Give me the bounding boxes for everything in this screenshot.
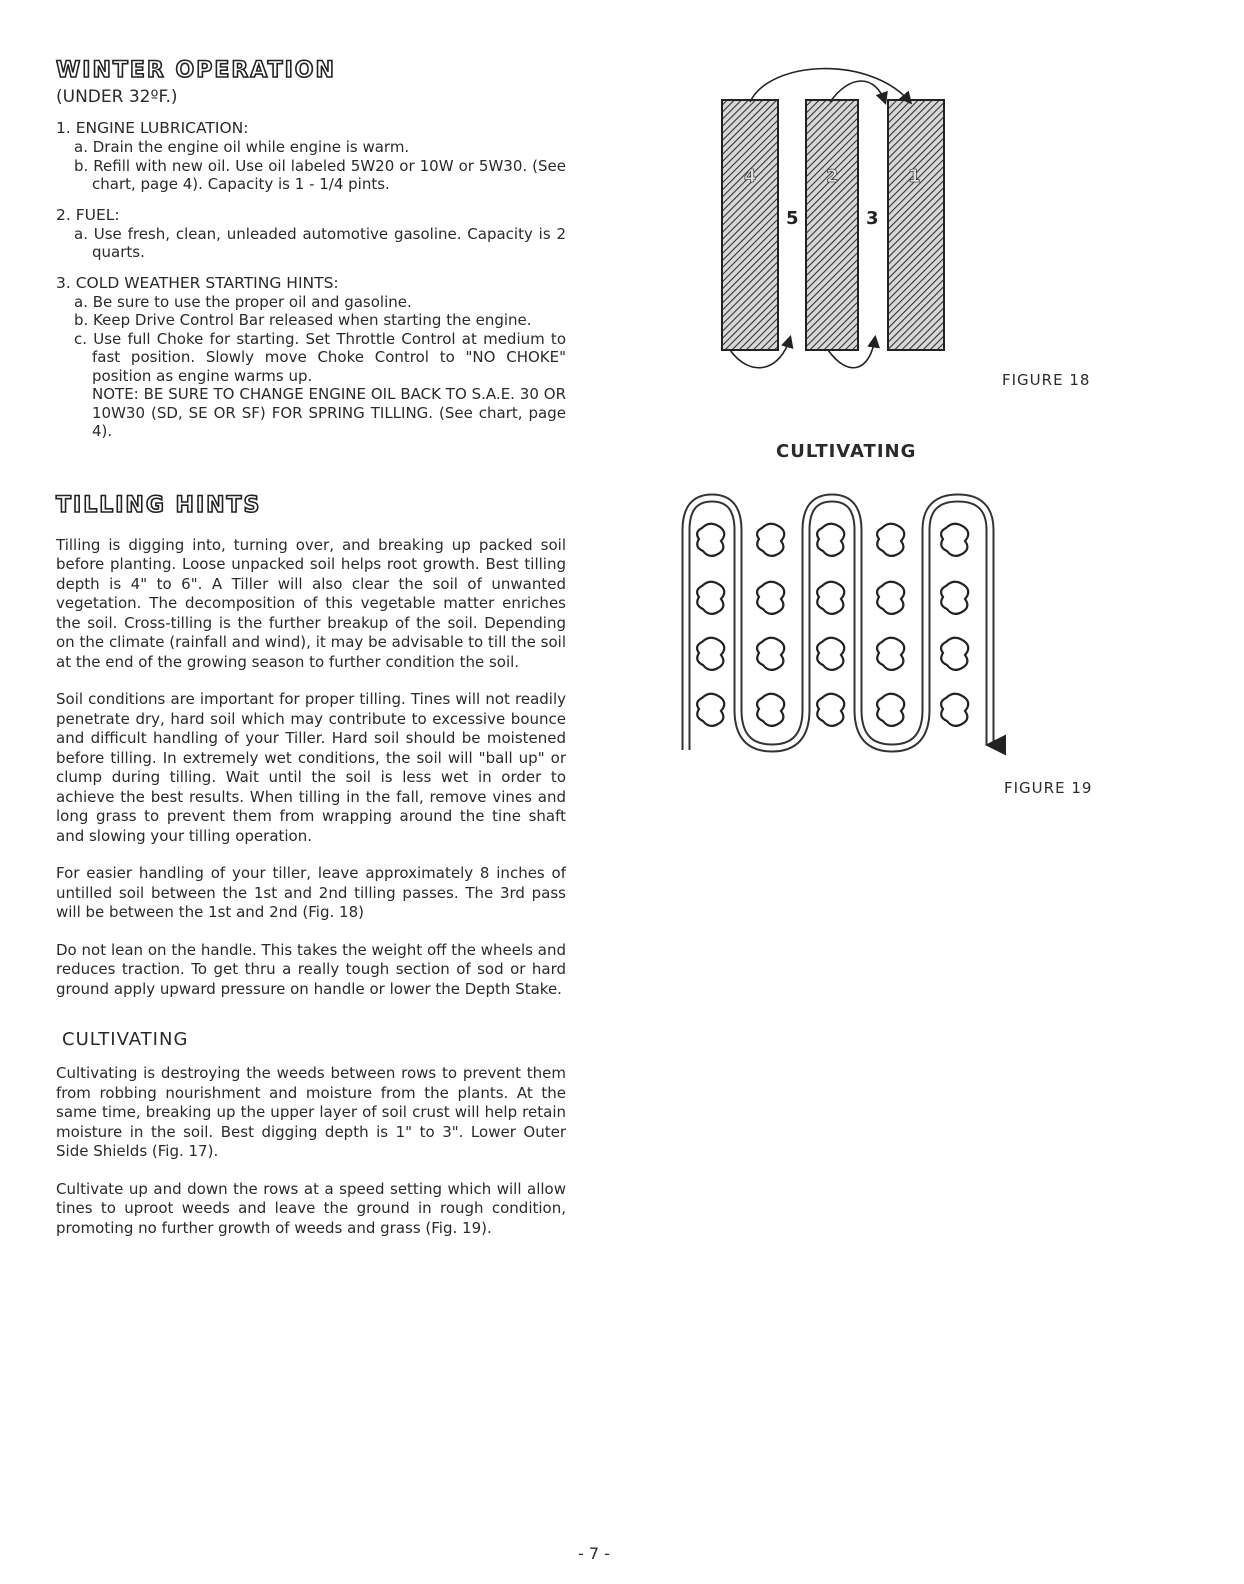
plant-icon — [817, 582, 844, 614]
cultivating-paragraph: Cultivate up and down the rows at a speed setting which will allow tines to uproot weeds and leave the ground in rough condition, promoting no further growth of weeds and grass (Fig. 19). — [56, 1179, 566, 1237]
plant-icon — [877, 524, 904, 556]
item-sub: b. Refill with new oil. Use oil labeled 5W20 or 10W or 5W30. (See chart, page 4). Capacity is 1 - 1/4 pints. — [74, 156, 566, 193]
winter-subtitle: (UNDER 32ºF.) — [56, 87, 178, 107]
tilling-strip-4 — [722, 100, 778, 350]
plant-icon — [757, 694, 784, 726]
tilling-paragraph: Tilling is digging into, turning over, and breaking up packed soil before planting. Loose unpacked soil helps root growth. Best tilling depth is 4" to 6". A Tiller will also clear the soil of unwanted vegetation. The decomposition of this vegetable matter enriches the soil. Cross-tilling is the further breakup of the soil. Depending on the climate (rainfall and wind), it may be advisable to till the soil at the end of the growing season to further condition the soil. — [56, 535, 566, 671]
plant-icon — [877, 638, 904, 670]
plant-icon — [817, 694, 844, 726]
winter-item-3 — [56, 274, 566, 441]
tilling-paragraph: For easier handling of your tiller, leave approximately 8 inches of untilled soil between the 1st and 2nd tilling passes. The 3rd pass will be between the 1st and 2nd (Fig. 18) — [56, 864, 566, 921]
plant-icon — [877, 582, 904, 614]
tilling-hints-heading: TILLING HINTS — [56, 492, 262, 518]
tilling-strip-2 — [806, 100, 858, 350]
plant-icon — [941, 524, 968, 556]
winter-item-2 — [56, 206, 566, 262]
tilling-paragraph: Soil conditions are important for proper tilling. Tines will not readily penetrate dry, hard soil which may contribute to excessive bounce and difficult handling of your Tiller. Hard soil should be moistened before tilling. In extremely wet conditions, the soil will "ball up" or clump during tilling. Wait until the soil is less wet in order to achieve the best results. When tilling in the fall, remove vines and long grass to prevent them from wrapping around the tine shaft and slowing your tilling operation. — [56, 690, 566, 845]
strip-label: 1 — [908, 166, 921, 187]
plant-icon — [757, 524, 784, 556]
pass-arrow — [830, 81, 885, 102]
item-heading: 2. FUEL: — [56, 205, 120, 224]
strip-label: 4 — [744, 166, 757, 187]
strip-label: 2 — [826, 166, 839, 187]
pass-arrow — [750, 69, 910, 102]
item-sub: a. Use fresh, clean, unleaded automotive gasoline. Capacity is 2 quarts. — [74, 224, 566, 261]
cultivating-paragraph: Cultivating is destroying the weeds between rows to prevent them from robbing nourishment and moisture from the plants. At the same time, breaking up the upper layer of soil crust will help retain moisture in the soil. Best digging depth is 1" to 3". Lower Outer Side Shields (Fig. 17). — [56, 1064, 566, 1160]
winter-item-1 — [56, 119, 566, 194]
gap-label: 5 — [786, 208, 799, 229]
page-number: - 7 - — [578, 1544, 610, 1563]
item-sub: a. Be sure to use the proper oil and gasoline. — [74, 292, 412, 311]
gap-label: 3 — [866, 208, 879, 229]
winter-operation-heading: WINTER OPERATION — [56, 58, 336, 83]
plant-icon — [817, 524, 844, 556]
plant-icon — [757, 582, 784, 614]
plant-icon — [817, 638, 844, 670]
figure-19-title: CULTIVATING — [776, 441, 917, 462]
plant-icon — [941, 638, 968, 670]
plant-icon — [697, 694, 724, 726]
figure-18-caption: FIGURE 18 — [1002, 371, 1091, 389]
plant-icon — [877, 694, 904, 726]
tilling-paragraph: Do not lean on the handle. This takes the weight off the wheels and reduces traction. To get thru a really tough section of sod or hard ground apply upward pressure on handle or lower the Depth Stake. — [56, 940, 566, 998]
figure-19-diagram — [676, 490, 1006, 760]
cultivating-heading: CULTIVATING — [62, 1029, 189, 1050]
plant-icon — [941, 694, 968, 726]
plant-icon — [697, 582, 724, 614]
plant-icon — [697, 638, 724, 670]
item-sub: b. Keep Drive Control Bar released when starting the engine. — [74, 311, 532, 329]
item-sub: c. Use full Choke for starting. Set Throttle Control at medium to fast position. Slowly move Choke Control to "NO CHOKE" position as engine warms up. — [74, 329, 566, 385]
item-heading: 3. COLD WEATHER STARTING HINTS: — [56, 273, 339, 292]
plant-icon — [757, 638, 784, 670]
item-note: NOTE: BE SURE TO CHANGE ENGINE OIL BACK TO S.A.E. 30 OR 10W30 (SD, SE OR SF) FOR SPRING TILLING. (See chart, page 4). — [92, 385, 566, 440]
item-heading: 1. ENGINE LUBRICATION: — [56, 119, 249, 137]
left-column — [56, 58, 566, 1238]
figure-19-caption: FIGURE 19 — [1004, 779, 1093, 797]
plant-icon — [697, 524, 724, 556]
plant-icon — [941, 582, 968, 614]
figure-18-diagram — [710, 60, 960, 375]
item-sub: a. Drain the engine oil while engine is warm. — [74, 138, 410, 156]
tilling-strip-1 — [888, 100, 944, 350]
